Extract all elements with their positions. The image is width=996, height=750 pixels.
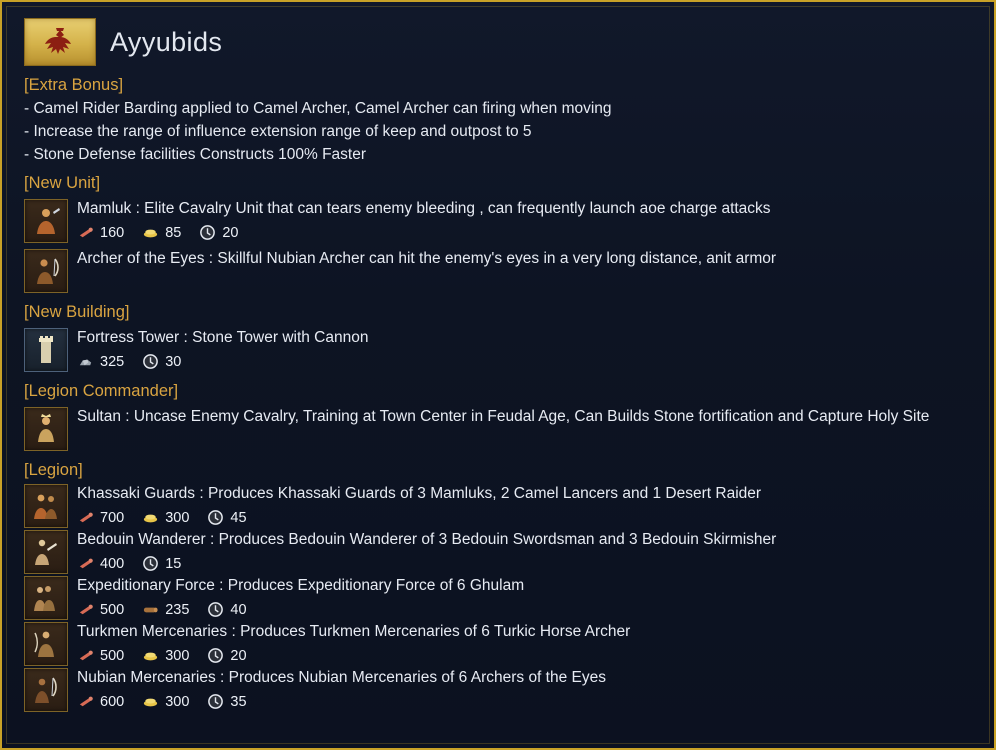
cost-time: [142, 555, 181, 572]
cost-value: 300: [165, 509, 190, 526]
cost-value: 300: [165, 693, 190, 710]
wood-icon: [142, 601, 159, 618]
cost-value: 40: [230, 601, 247, 618]
food-icon: [77, 647, 94, 664]
list-item[interactable]: [24, 622, 978, 666]
cost-value: 500: [100, 601, 125, 618]
extra-bonus-line: - Camel Rider Barding applied to Camel Archer, Camel Archer can firing when moving: [24, 100, 612, 117]
entry-description: Khassaki Guards : Produces Khassaki Guards of 3 Mamluks, 2 Camel Lancers and 1 Desert Raider: [77, 485, 762, 503]
gold-icon: [142, 693, 159, 710]
cost-row: [77, 509, 978, 526]
entry-description: Expeditionary Force : Produces Expeditionary Force of 6 Ghulam: [77, 577, 525, 595]
cost-food: [77, 509, 124, 526]
cost-value: 325: [100, 353, 125, 370]
cost-value: 160: [100, 224, 125, 241]
archer-of-the-eyes-portrait-icon: [24, 249, 68, 293]
list-item[interactable]: [24, 199, 978, 243]
turkmen-mercenaries-portrait-icon: [24, 622, 68, 666]
cost-value: 35: [230, 693, 247, 710]
list-item[interactable]: [24, 328, 978, 372]
entry-body: [77, 407, 978, 427]
entry-description: Nubian Mercenaries : Produces Nubian Mercenaries of 6 Archers of the Eyes: [77, 669, 606, 687]
cost-row: [77, 693, 978, 710]
cost-value: 30: [165, 353, 182, 370]
section-title-new-unit: [New Unit]: [24, 174, 101, 193]
entry-description: Bedouin Wanderer : Produces Bedouin Wanderer of 3 Bedouin Swordsman and 3 Bedouin Skirmisher: [77, 531, 777, 549]
list-item[interactable]: [24, 668, 978, 712]
food-icon: [77, 601, 94, 618]
cost-stone: [77, 353, 124, 370]
khassaki-guards-portrait-icon: [24, 484, 68, 528]
gold-icon: [142, 509, 159, 526]
cost-gold: [142, 647, 189, 664]
bedouin-wanderer-portrait-icon: [24, 530, 68, 574]
entry-body: [77, 576, 978, 618]
nubian-mercenaries-portrait-icon: [24, 668, 68, 712]
cost-value: 85: [165, 224, 182, 241]
entry-body: [77, 328, 978, 370]
civilization-header: [24, 18, 978, 66]
fortress-tower-portrait-icon: [24, 328, 68, 372]
expeditionary-force-portrait-icon: [24, 576, 68, 620]
mamluk-portrait-icon: [24, 199, 68, 243]
extra-bonus-line: - Increase the range of influence extension range of keep and outpost to 5: [24, 122, 532, 140]
eagle-crest-icon: [24, 18, 96, 66]
sultan-portrait-icon: [24, 407, 68, 451]
entry-description: Archer of the Eyes : Skillful Nubian Archer can hit the enemy's eyes in a very long distance, anit armor: [77, 250, 777, 268]
cost-row: [77, 555, 978, 572]
cost-value: 500: [100, 647, 125, 664]
cost-gold: [142, 224, 181, 241]
list-item[interactable]: [24, 407, 978, 451]
cost-time: [199, 224, 238, 241]
section-title-new-building: [New Building]: [24, 303, 130, 322]
gold-icon: [142, 647, 159, 664]
list-item[interactable]: [24, 530, 978, 574]
time-icon: [142, 353, 159, 370]
gold-icon: [142, 224, 159, 241]
cost-row: [77, 224, 978, 241]
section-title-legion: [Legion]: [24, 461, 83, 480]
time-icon: [207, 601, 224, 618]
page-title: Ayyubids: [110, 26, 223, 57]
list-item[interactable]: [24, 576, 978, 620]
cost-food: [77, 224, 124, 241]
list-item[interactable]: [24, 484, 978, 528]
entry-description: Turkmen Mercenaries : Produces Turkmen Mercenaries of 6 Turkic Horse Archer: [77, 623, 631, 641]
time-icon: [207, 509, 224, 526]
entry-body: [77, 484, 978, 526]
cost-value: 600: [100, 693, 125, 710]
cost-row: [77, 647, 978, 664]
cost-time: [207, 509, 246, 526]
cost-value: 235: [165, 601, 190, 618]
cost-time: [207, 601, 246, 618]
entry-body: [77, 668, 978, 710]
cost-value: 300: [165, 647, 190, 664]
cost-value: 15: [165, 555, 182, 572]
cost-value: 45: [230, 509, 247, 526]
cost-time: [207, 647, 246, 664]
cost-food: [77, 693, 124, 710]
entry-description: Sultan : Uncase Enemy Cavalry, Training at Town Center in Feudal Age, Can Builds Stone fortification and Capture Holy Site: [77, 408, 930, 426]
cost-value: 20: [222, 224, 239, 241]
cost-food: [77, 647, 124, 664]
cost-row: [77, 601, 978, 618]
time-icon: [207, 693, 224, 710]
entry-body: [77, 199, 978, 241]
entry-description: Mamluk : Elite Cavalry Unit that can tears enemy bleeding , can frequently launch aoe charge attacks: [77, 200, 771, 218]
entry-body: [77, 530, 978, 572]
extra-bonus-line: - Stone Defense facilities Constructs 100% Faster: [24, 145, 367, 163]
time-icon: [199, 224, 216, 241]
entry-body: [77, 249, 978, 269]
cost-gold: [142, 509, 189, 526]
stone-icon: [77, 353, 94, 370]
list-item[interactable]: [24, 249, 978, 293]
section-title-extra-bonus: [Extra Bonus]: [24, 76, 124, 94]
cost-time: [142, 353, 181, 370]
entry-description: Fortress Tower : Stone Tower with Cannon: [77, 329, 369, 347]
cost-value: 700: [100, 509, 125, 526]
cost-wood: [142, 601, 189, 618]
cost-value: 400: [100, 555, 125, 572]
cost-gold: [142, 693, 189, 710]
food-icon: [77, 509, 94, 526]
cost-food: [77, 555, 124, 572]
time-icon: [207, 647, 224, 664]
food-icon: [77, 693, 94, 710]
food-icon: [77, 224, 94, 241]
cost-food: [77, 601, 124, 618]
food-icon: [77, 555, 94, 572]
section-title-legion-commander: [Legion Commander]: [24, 382, 179, 401]
time-icon: [142, 555, 159, 572]
cost-row: [77, 353, 978, 370]
cost-value: 20: [230, 647, 247, 664]
cost-time: [207, 693, 246, 710]
entry-body: [77, 622, 978, 664]
